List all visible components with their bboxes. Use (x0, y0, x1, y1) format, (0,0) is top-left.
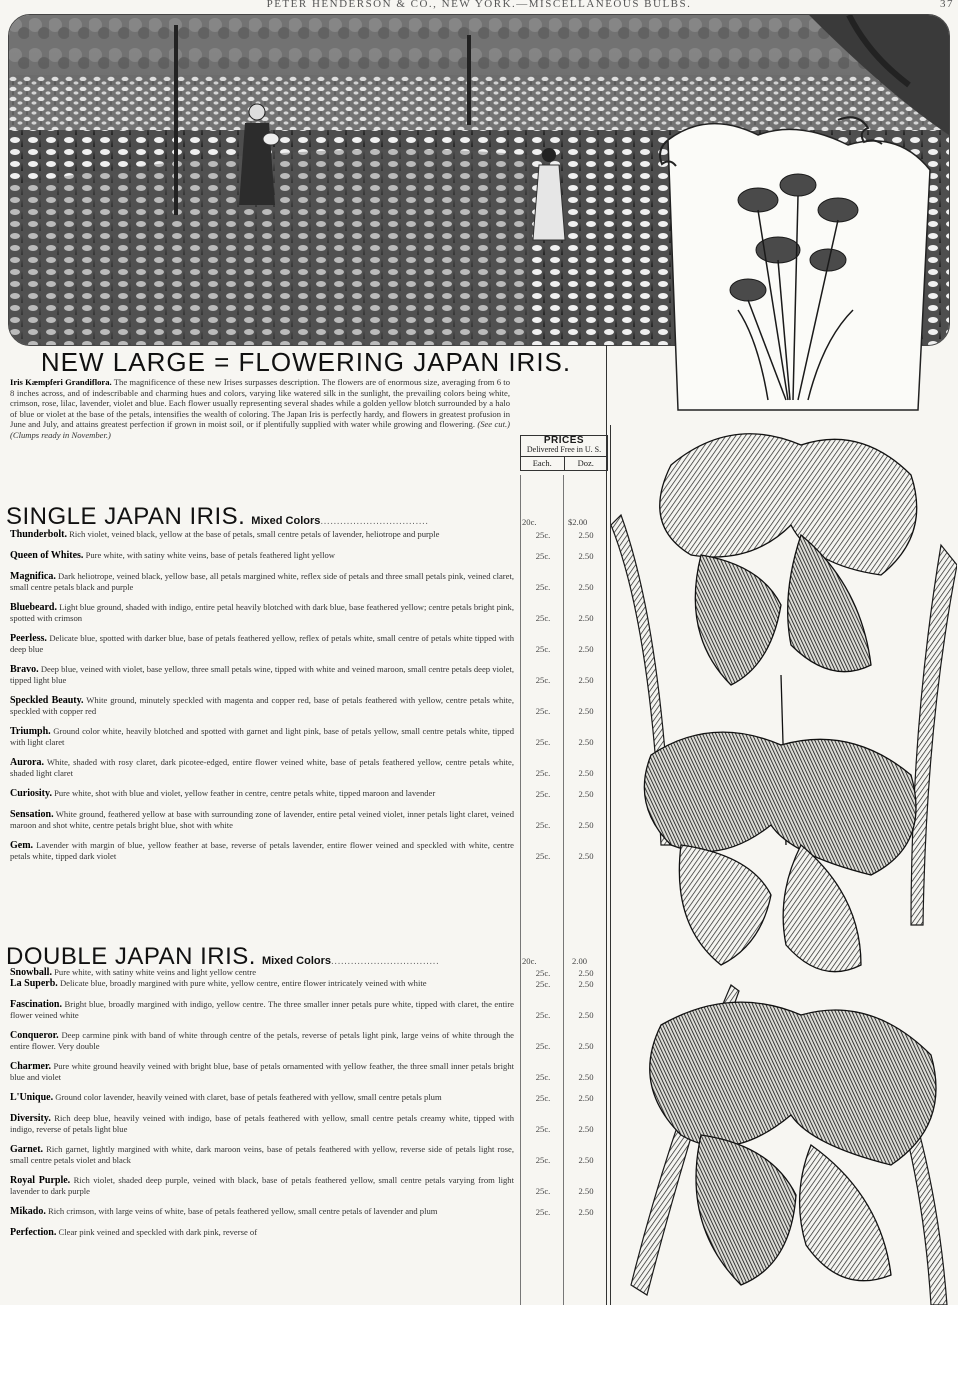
iris-entry (10, 571, 606, 592)
single-mixed-each: 20c. (522, 517, 537, 527)
iris-description: Rich deep blue, heavily veined with indigo, base of petals feathered with yellow, small centre petals creamy white, tipped with indigo, reverse of petals light blue (10, 1113, 514, 1135)
iris-description: Pure white, with satiny white veins, base of petals feathered light yellow (85, 550, 335, 560)
double-mixed-doz: 2.00 (572, 956, 588, 966)
iris-price-dozen: 2.50 (578, 789, 594, 799)
iris-name: Peerless. (10, 633, 47, 644)
iris-price-dozen: 2.50 (578, 551, 594, 561)
intro-body: The magnificence of these new Irises surpasses description. The flowers are of enormous size, averaging from 6 to 8 inches across, and of indescribable and charming hues and colors, varying like watered silk in the sunlight, the prevailing colors being white, crimson, rose, lilac, lavender, violet and blue. Each flower usually representing several shades while a golden yellow blotch surrounded by a halo of blue or violet at the base of the petals, intensifies the wealth of coloring. The Japan Iris is perfectly hardy, and flowers in greatest profusion in June and July, and attains greatest perfection if grown in moist soil, or if plentifully supplied with water while growing and flowering. (10, 377, 510, 430)
iris-entry (10, 840, 606, 861)
iris-name: Gem. (10, 840, 34, 851)
iris-description: Pure white ground heavily veined with bright blue, base of petals ornamented with yellow feather, the three small inner petals bright blue and violet (10, 1061, 514, 1083)
iris-price-each: 25c. (535, 789, 551, 799)
iris-description: White, shaded with rosy claret, dark picotee-edged, entire flower veined white, base of petals feathered yellow, centre petals white, shaded light claret (10, 757, 514, 779)
iris-price-each: 25c. (535, 644, 551, 655)
each-column-label: Each. (521, 457, 565, 470)
iris-entry (10, 1030, 606, 1051)
iris-price-dozen: 2.50 (578, 706, 594, 717)
iris-price-each: 25c. (535, 1207, 551, 1217)
iris-price-dozen: 2.50 (578, 851, 594, 862)
iris-name: Speckled Beauty. (10, 695, 84, 706)
price-list-column (6, 345, 607, 1305)
iris-entry (10, 1206, 606, 1217)
iris-name: Sensation. (10, 809, 54, 820)
iris-price-dozen: 2.50 (578, 644, 594, 655)
iris-entry (10, 1092, 606, 1103)
iris-name: Queen of Whites. (10, 550, 84, 561)
iris-entry (10, 788, 606, 799)
iris-name: Diversity. (10, 1113, 51, 1124)
iris-name: Magnifica. (10, 571, 56, 582)
iris-price-dozen: 2.50 (578, 1041, 594, 1052)
iris-price-each: 25c. (535, 1155, 551, 1166)
prices-subtitle: Delivered Free in U. S. (526, 445, 602, 454)
iris-description: Light blue ground, shaded with indigo, entire petal heavily blotched with dark blue, base feathered yellow; centre petals bright pink, spotted with crimson (10, 602, 514, 624)
iris-price-each: 25c. (535, 768, 551, 779)
iris-price-dozen: 2.50 (578, 675, 594, 686)
running-head (0, 0, 958, 10)
iris-price-each: 25c. (535, 613, 551, 624)
iris-price-each: 25c. (535, 551, 551, 561)
iris-vignette-illustration (648, 110, 940, 420)
iris-name: L'Unique. (10, 1092, 54, 1103)
iris-entry (10, 695, 606, 716)
iris-description: Ground color white, heavily blotched and spotted with garnet and light pink, base of petals yellow, small centre petals white, tipped with light claret (10, 726, 514, 748)
single-mixed-doz: $2.00 (568, 517, 588, 527)
iris-name: Charmer. (10, 1061, 52, 1072)
iris-price-each: 25c. (535, 1041, 551, 1052)
iris-description: Rich crimson, with large veins of white, base of petals feathered yellow, small centre petals of lavender and plum (48, 1206, 438, 1216)
iris-description: Bright blue, broadly margined with indigo, yellow centre. The three smaller inner petals pure white, tipped with claret, the entire flower veined white (10, 999, 514, 1021)
iris-entry (10, 978, 606, 989)
iris-name: Perfection. (10, 1227, 57, 1238)
iris-description: Lavender with margin of blue, yellow feather at base, reverse of petals lavender, entire flower veined and speckled with white, centre petals white, tipped dark violet (10, 840, 514, 862)
iris-name: Mikado. (10, 1206, 46, 1217)
iris-name: Aurora. (10, 757, 44, 768)
iris-name: Royal Purple. (10, 1175, 71, 1186)
iris-description: Ground color lavender, heavily veined with claret, base of petals feathered with yellow, small centre petals plum (55, 1092, 442, 1102)
iris-name: Thunderbolt. (10, 529, 67, 540)
iris-entry (10, 967, 606, 978)
iris-entry (10, 602, 606, 623)
page-number: 37 (940, 0, 954, 10)
large-iris-illustration (610, 425, 957, 1305)
iris-description: Clear pink veined and speckled with dark pink, reverse of (58, 1227, 258, 1237)
iris-description: Rich violet, veined black, yellow at the base of petals, small centre petals of lavender, heliotrope and purple (69, 529, 440, 539)
iris-price-each: 25c. (535, 1124, 551, 1135)
iris-description: White ground, minutely speckled with magenta and copper red, base of petals feathered with yellow, centre petals white, speckled with copper red (10, 695, 514, 717)
iris-name: Conqueror. (10, 1030, 59, 1041)
intro-paragraph (10, 377, 510, 441)
iris-name: La Superb. (10, 978, 58, 989)
single-section-title: SINGLE JAPAN IRIS. (6, 503, 246, 530)
iris-entry (10, 1175, 606, 1196)
iris-entry (10, 1061, 606, 1082)
single-section-heading: SINGLE JAPAN IRIS. Mixed Colors................................. (6, 503, 429, 530)
iris-name: Bluebeard. (10, 602, 57, 613)
iris-description: White ground, feathered yellow at base with surrounding zone of lavender, entire petal veined violet, inner petals light claret, veined maroon and shot white, centre petals bright blue, shot with white (10, 809, 514, 831)
iris-price-each: 25c. (535, 968, 551, 978)
iris-price-dozen: 2.50 (578, 1155, 594, 1166)
intro-note: (See cut.) (Clumps ready in November.) (10, 419, 510, 440)
iris-description: Rich garnet, lightly margined with white, dark maroon veins, base of petals feathered with yellow, reverse side of petals light rose, small centre petals violet and black (10, 1144, 514, 1166)
iris-price-dozen: 2.50 (578, 530, 594, 540)
iris-entry (10, 757, 606, 778)
iris-name: Fascination. (10, 999, 62, 1010)
iris-price-dozen: 2.50 (578, 1207, 594, 1217)
iris-description: Delicate blue, broadly margined with pure white, yellow centre, entire flower intricately veined with white (59, 978, 427, 988)
iris-description: Dark heliotrope, veined black, yellow base, all petals margined white, reflex side of petals and three small petals pink, veined claret, small centre petals black and purple (10, 571, 514, 593)
iris-price-dozen: 2.50 (578, 737, 594, 748)
iris-entry (10, 664, 606, 685)
iris-price-each: 25c. (535, 820, 551, 831)
iris-price-each: 25c. (535, 706, 551, 717)
iris-price-dozen: 2.50 (578, 582, 594, 593)
double-mixed-each: 20c. (522, 956, 537, 966)
iris-price-dozen: 2.50 (578, 613, 594, 624)
iris-price-dozen: 2.50 (578, 1072, 594, 1083)
iris-description: Deep blue, veined with violet, base yellow, three small petals wine, tipped with white and veined maroon, small centre petals deep violet, tipped light blue (10, 664, 514, 686)
iris-entry (10, 1113, 606, 1134)
iris-price-dozen: 2.50 (578, 820, 594, 831)
iris-entry (10, 550, 606, 561)
iris-entry (10, 633, 606, 654)
iris-price-each: 25c. (535, 851, 551, 862)
iris-name: Garnet. (10, 1144, 44, 1155)
prices-header (520, 435, 608, 471)
iris-name: Curiosity. (10, 788, 52, 799)
iris-price-each: 25c. (535, 979, 551, 989)
iris-description: Pure white, with satiny white veins and light yellow centre (54, 967, 257, 977)
doz-column-label: Doz. (577, 458, 594, 468)
iris-price-dozen: 2.50 (578, 1186, 594, 1197)
iris-price-dozen: 2.50 (578, 1093, 594, 1103)
iris-price-dozen: 2.50 (578, 768, 594, 779)
page-title: NEW LARGE = FLOWERING JAPAN IRIS. (40, 347, 572, 377)
iris-entry (10, 1144, 606, 1165)
iris-entry (10, 529, 606, 540)
iris-price-dozen: 2.50 (578, 1124, 594, 1135)
iris-price-dozen: 2.50 (578, 1010, 594, 1021)
iris-entry (10, 726, 606, 747)
iris-price-each: 25c. (535, 737, 551, 748)
iris-entry (10, 1227, 606, 1238)
iris-description: Delicate blue, spotted with darker blue, base of petals feathered yellow, reflex of petals white, small centre of petals white tipped with deep blue (10, 633, 514, 655)
iris-price-dozen: 2.50 (578, 979, 594, 989)
running-head-text: PETER HENDERSON & CO., NEW YORK.—MISCELLANEOUS BULBS. (266, 0, 692, 10)
iris-price-each: 25c. (535, 1186, 551, 1197)
iris-price-each: 25c. (535, 675, 551, 686)
iris-description: Deep carmine pink with band of white through centre of the petals, reverse of petals light pink, large veins of white through the entire flower. Very double (10, 1030, 514, 1052)
iris-price-each: 25c. (535, 530, 551, 540)
iris-name: Snowball. (10, 967, 52, 978)
iris-price-each: 25c. (535, 1072, 551, 1083)
iris-price-dozen: 2.50 (578, 968, 594, 978)
iris-entry (10, 809, 606, 830)
single-mixed-label: Mixed Colors (251, 515, 321, 527)
iris-price-each: 25c. (535, 1010, 551, 1021)
iris-entry (10, 999, 606, 1020)
iris-description: Rich violet, shaded deep purple, veined with black, base of petals feathered yellow, small centre petals varying from light lavender to dark purple (10, 1175, 514, 1197)
double-section-title: DOUBLE JAPAN IRIS. (6, 943, 256, 970)
double-mixed-label: Mixed Colors (261, 955, 332, 967)
intro-lead: Iris Kæmpferi Grandiflora. (10, 377, 112, 387)
iris-name: Triumph. (10, 726, 51, 737)
double-section-heading: DOUBLE JAPAN IRIS. Mixed Colors................................. (6, 943, 440, 970)
iris-description: Pure white, shot with blue and violet, yellow feather in centre, centre petals white, tipped maroon and lavender (54, 788, 436, 798)
iris-price-each: 25c. (535, 582, 551, 593)
prices-title: PRICES (543, 435, 585, 446)
iris-price-each: 25c. (535, 1093, 551, 1103)
iris-name: Bravo. (10, 664, 39, 675)
